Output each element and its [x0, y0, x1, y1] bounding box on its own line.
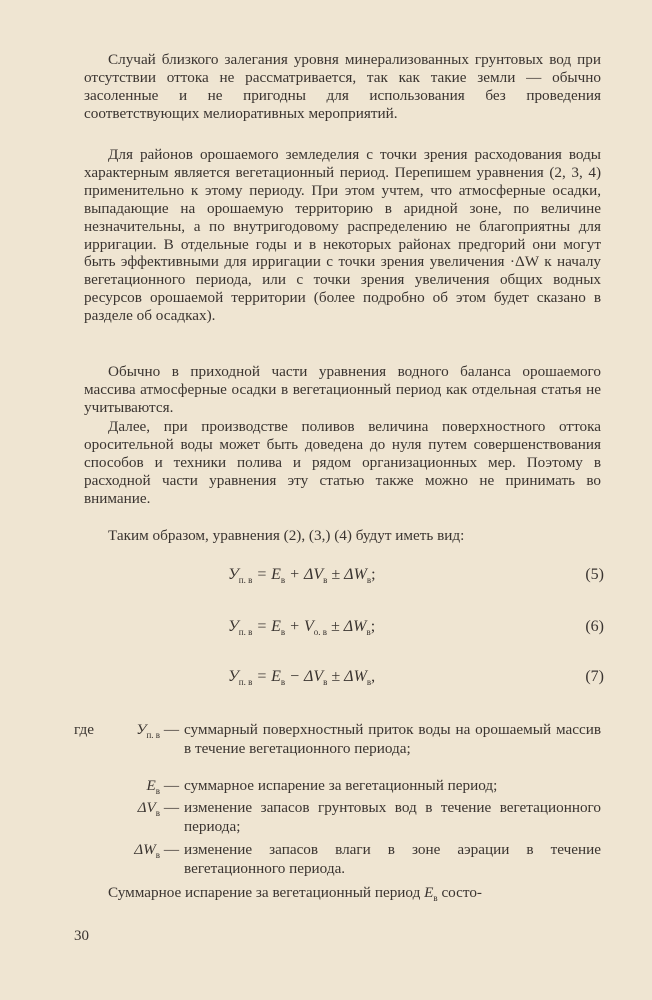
last-line: Суммарное испарение за вегетационный период $E_в$ состо- [108, 884, 482, 904]
book-page: Случай близкого залегания уровня минерализованных грунтовых вод при отсутствии оттока не рассматривается, так как такие земли — обычно засоленные и не пригодны для использования без проведения соответствующих мелиоративных мероприятий. Для районов орошаемого земледелия с точки зрения расходования воды характерным является вегетационный период. Перепишем уравнения (2, 3, 4) применительно к этому периоду. При этом учтем, что атмосферные осадки, выпадающие на орошаемую территорию в аридной зоне, по величине незначительны, а по внутригодовому распределению не благоприятны для ирригации. В отдельные годы и в некоторых районах предгорий они могут быть эффективными для ирригации с точки зрения увеличения ·ΔW к началу вегетационного периода, или с точки зрения увеличения общих водных ресурсов орошаемой территории (более подробно об этом будет сказано в разделе об осадках). Обычно в приходной части уравнения водного баланса орошаемого массива атмосферные осадки в вегетационный период как отдельная статья не учитываются. Далее, при производстве поливов величина поверхностного оттока оросительной воды может быть доведена до нуля путем совершенствования способов и техники полива и рядом организационных мер. Поэтому в расходной части уравнения эту статью также можно не принимать во внимание. Таким образом, уравнения (2), (3,) (4) будут иметь вид: $У_{п. в} = E_в + \Delta V_в \pm \Delta W_в$; (5) $У_{п. в} = E_в + V_{о. в} \pm \Delta W_в$; (6) $У_{п. в} = E_в - \Delta V_в \pm \Delta W_в$, (7) где $У_{п. в}$ — суммарный поверхностный приток воды на орошаемый массив в течение вегетационного периода; $E_в$ — суммарное испарение за вегетационный период; $\Delta V_в$ — изменение запасов грунтовых вод в течение вегетационного периода; $\Delta W_в$ — изменение запасов влаги в зоне аэрации в течение вегетационного периода. Суммарное испарение за вегетационный период $E_в$ состо- 30 [74, 51, 604, 944]
definitions-intro: где [74, 721, 94, 738]
equation-7-number: (7) [585, 668, 604, 685]
equation-5-number: (5) [585, 566, 604, 583]
equation-5: $У_{п. в} = E_в + \Delta V_в \pm \Delta W_в$; [228, 566, 376, 586]
paragraph-2: Для районов орошаемого земледелия с точки зрения расходования воды характерным является вегетационный период. Перепишем уравнения (2, 3, 4) применительно к этому периоду. При этом учтем, что атмосферные осадки, выпадающие на орошаемую территорию в аридной зоне, по величине незначительны, а по внутригодовому распределению не благоприятны для ирригации. В отдельные годы и в некоторых районах предгорий они могут быть эффективными для ирригации с точки зрения увеличения ·ΔW к началу вегетационного периода, или с точки зрения увеличения общих водных ресурсов орошаемой территории (более подробно об этом будет сказано в разделе об осадках). [84, 146, 601, 325]
paragraph-3: Обычно в приходной части уравнения водного баланса орошаемого массива атмосферные осадки в вегетационный период как отдельная статья не учитываются. [84, 363, 601, 416]
page-number: 30 [74, 928, 89, 944]
equation-6-number: (6) [585, 618, 604, 635]
paragraph-5: Таким образом, уравнения (2), (3,) (4) будут иметь вид: [108, 527, 465, 544]
equation-6: $У_{п. в} = E_в + V_{о. в} \pm \Delta W_в$; [228, 618, 376, 638]
equation-7: $У_{п. в} = E_в - \Delta V_в \pm \Delta W_в$, [228, 668, 376, 688]
paragraph-1: Случай близкого залегания уровня минерализованных грунтовых вод при отсутствии оттока не рассматривается, так как такие земли — обычно засоленные и не пригодны для использования без проведения соответствующих мелиоративных мероприятий. [84, 51, 601, 122]
paragraph-4: Далее, при производстве поливов величина поверхностного оттока оросительной воды может быть доведена до нуля путем совершенствования способов и техники полива и рядом организационных мер. Поэтому в расходной части уравнения эту статью также можно не принимать во внимание. [84, 418, 601, 507]
